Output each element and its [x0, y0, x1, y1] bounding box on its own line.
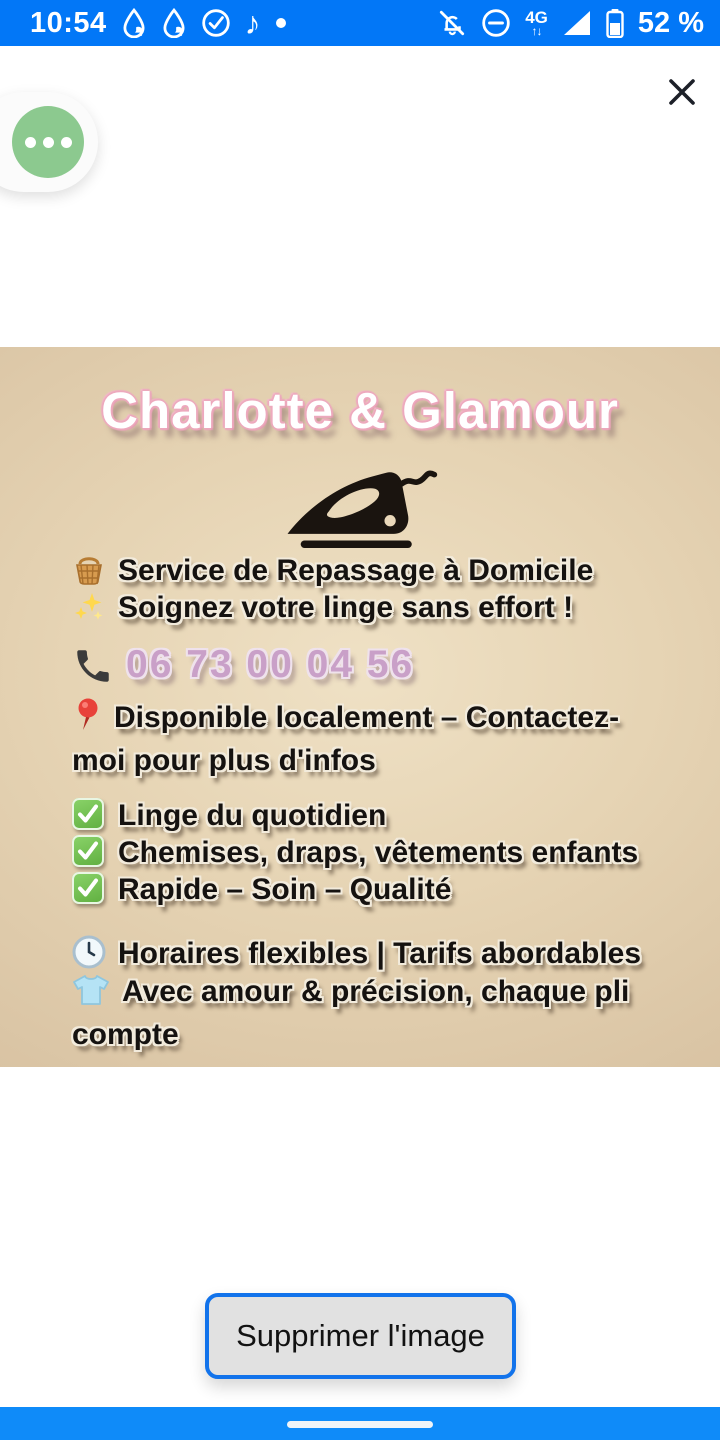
check-square-icon — [72, 798, 104, 830]
dot-icon — [61, 137, 72, 148]
tiktok-icon: ♪ — [244, 5, 261, 41]
shirt-icon — [72, 973, 110, 1016]
close-button[interactable] — [658, 72, 706, 114]
notification-dot-icon — [275, 17, 287, 29]
flyer-title: Charlotte & Glamour — [101, 382, 619, 439]
check-square-icon — [72, 872, 104, 904]
options-pill — [0, 92, 98, 192]
dot-icon — [25, 137, 36, 148]
hours-line: Horaires flexibles | Tarifs abordables — [72, 935, 672, 978]
flyer-image[interactable] — [0, 347, 720, 1067]
more-options-button[interactable] — [12, 106, 84, 178]
bell-off-icon — [437, 8, 467, 38]
motto-line: Avec amour & précision, chaque pli compte — [72, 975, 630, 1051]
network-type-icon: 4G ↑↓ — [525, 8, 548, 38]
close-icon — [667, 77, 697, 110]
phone-line — [72, 645, 672, 696]
notification-drop-icon — [161, 8, 187, 38]
bottom-nav-bar — [0, 1407, 720, 1440]
checklist-item: Linge du quotidien — [72, 797, 672, 834]
service-line: Service de Repassage à Domicile — [72, 552, 672, 595]
check-square-icon — [72, 835, 104, 867]
status-bar-right — [437, 7, 704, 40]
availability-line: Disponible localement – Contactez-moi pour plus d'infos — [72, 697, 664, 779]
iron-icon — [0, 447, 720, 558]
check-circle-icon — [201, 8, 231, 38]
status-bar-left — [30, 7, 287, 40]
signal-strength-icon — [562, 9, 592, 37]
delete-image-label: Supprimer l'image — [236, 1318, 485, 1353]
sparkles-icon — [72, 589, 106, 632]
delete-image-button[interactable] — [205, 1293, 516, 1379]
do-not-disturb-icon — [481, 8, 511, 38]
clock-icon — [72, 935, 106, 978]
dot-icon — [43, 137, 54, 148]
battery-icon — [606, 8, 624, 38]
status-bar — [0, 0, 720, 46]
phone-number: 06 73 00 04 56 — [126, 643, 415, 686]
checklist-item: Chemises, draps, vêtements enfants — [72, 834, 672, 871]
tagline-line: Soignez votre linge sans effort ! — [72, 589, 672, 632]
clock-time: 10:54 — [30, 6, 107, 39]
phone-icon — [72, 645, 114, 696]
battery-percentage: 52 % — [637, 6, 704, 39]
checklist-item: Rapide – Soin – Qualité — [72, 871, 672, 908]
notification-drop-icon — [121, 8, 147, 38]
home-indicator[interactable] — [287, 1421, 433, 1428]
pin-icon — [72, 697, 102, 742]
